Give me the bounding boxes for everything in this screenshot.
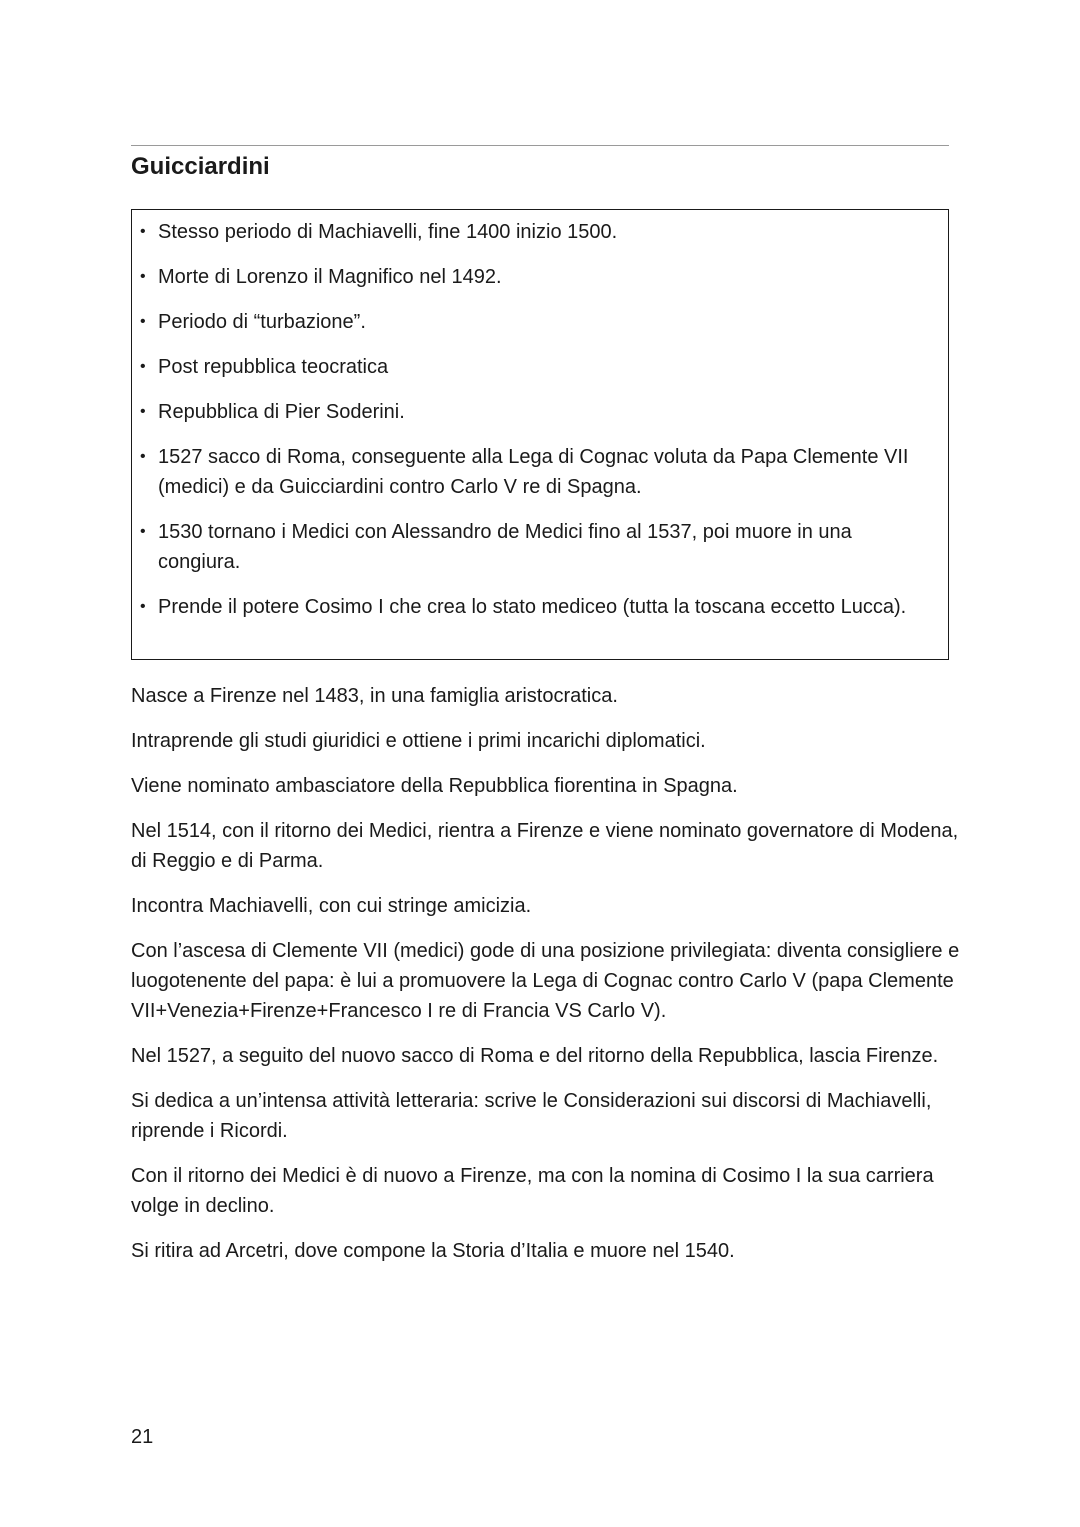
- context-box: [131, 209, 949, 660]
- bullet-icon: •: [140, 523, 146, 540]
- context-item-text: 1530 tornano i Medici con Alessandro de Medici fino al 1537, poi muore in una congiura.: [158, 521, 852, 573]
- biography-paragraph: Nel 1514, con il ritorno dei Medici, rientra a Firenze e viene nominato governatore di Modena, di Reggio e di Parma.: [131, 820, 959, 872]
- context-list-item: [132, 397, 928, 427]
- context-item-text: Post repubblica teocratica: [158, 356, 389, 378]
- context-list-item: [132, 262, 928, 292]
- context-item-text: Morte di Lorenzo il Magnifico nel 1492.: [158, 266, 502, 288]
- biography-paragraph: Nasce a Firenze nel 1483, in una famiglia aristocratica.: [131, 685, 618, 707]
- biography-paragraph: Si ritira ad Arcetri, dove compone la Storia d’Italia e muore nel 1540.: [131, 1240, 735, 1262]
- bullet-icon: •: [140, 358, 146, 375]
- bullet-icon: •: [140, 448, 146, 465]
- bullet-icon: •: [140, 598, 146, 615]
- page-number: 21: [131, 1426, 154, 1448]
- context-item-text: Repubblica di Pier Soderini.: [158, 401, 405, 423]
- biography-section: [131, 681, 961, 1281]
- biography-paragraph: Viene nominato ambasciatore della Repubblica fiorentina in Spagna.: [131, 775, 738, 797]
- context-list-item: [132, 352, 928, 382]
- context-list-item: [132, 307, 928, 337]
- context-item-text: Stesso periodo di Machiavelli, fine 1400 inizio 1500.: [158, 221, 618, 243]
- bullet-icon: •: [140, 313, 146, 330]
- context-item-text: Prende il potere Cosimo I che crea lo stato mediceo (tutta la toscana eccetto Lucca).: [158, 596, 907, 618]
- context-list: [132, 210, 948, 622]
- page-title: Guicciardini: [131, 153, 270, 180]
- biography-paragraph: Con il ritorno dei Medici è di nuovo a Firenze, ma con la nomina di Cosimo I la sua carriera volge in declino.: [131, 1165, 934, 1217]
- biography-paragraph: Incontra Machiavelli, con cui stringe amicizia.: [131, 895, 532, 917]
- bullet-icon: •: [140, 268, 146, 285]
- context-item-text: 1527 sacco di Roma, conseguente alla Lega di Cognac voluta da Papa Clemente VII (medici) e da Guicciardini contro Carlo V re di Spagna.: [158, 446, 909, 498]
- context-list-item: [132, 217, 928, 247]
- biography-paragraph: Con l’ascesa di Clemente VII (medici) gode di una posizione privilegiata: diventa consigliere e luogotenente del papa: è lui a promuovere la Lega di Cognac contro Carlo V (papa Clemente VII+Venezia+Firenze+Francesco I re di Francia VS Carlo V).: [131, 940, 960, 1022]
- context-list-item: [132, 592, 928, 622]
- bullet-icon: •: [140, 223, 146, 240]
- biography-paragraph: Nel 1527, a seguito del nuovo sacco di Roma e del ritorno della Repubblica, lascia Firenze.: [131, 1045, 939, 1067]
- context-item-text: Periodo di “turbazione”.: [158, 311, 366, 333]
- context-list-item: [132, 517, 928, 577]
- header-divider: [131, 145, 949, 146]
- bullet-icon: •: [140, 403, 146, 420]
- context-list-item: [132, 442, 928, 502]
- biography-paragraph: Intraprende gli studi giuridici e ottiene i primi incarichi diplomatici.: [131, 730, 706, 752]
- biography-paragraph: Si dedica a un’intensa attività letteraria: scrive le Considerazioni sui discorsi di Machiavelli, riprende i Ricordi.: [131, 1090, 932, 1142]
